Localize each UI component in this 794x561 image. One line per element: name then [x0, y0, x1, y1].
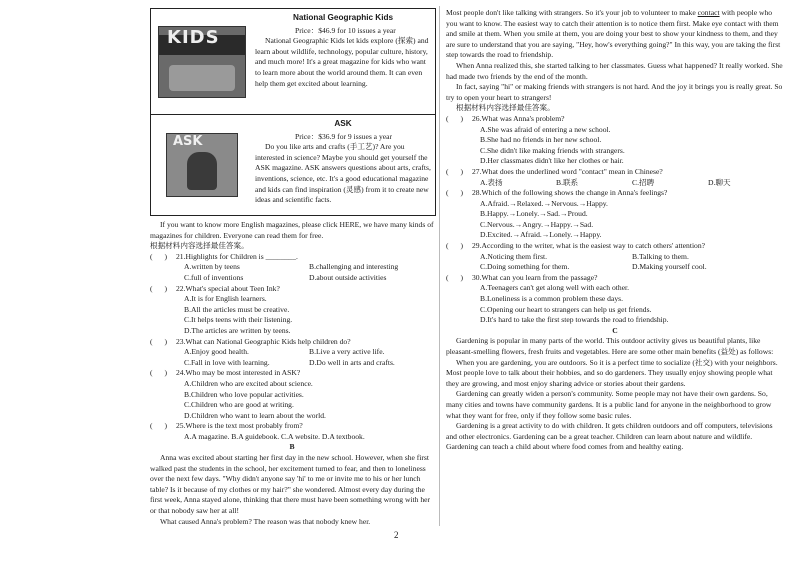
question — [446, 273, 784, 284]
answer-option: B.challenging and interesting — [309, 262, 399, 272]
answer-option: B.All the articles must be creative. — [184, 304, 290, 314]
magazine-title: National Geographic Kids — [292, 13, 394, 22]
answer-option: C.Nervous.→Angry.→Happy.→Sad. — [480, 219, 594, 229]
question — [446, 114, 784, 125]
question-stem: 22.What's special about Teen Ink? — [176, 283, 280, 293]
answer-option: A.表扬 — [480, 177, 503, 187]
passage-b-continued: Most people don't like talking with strangers. So it's your job to volunteer to make contact with people who you want to know. The easiest way to catch their attention is to notice them first. Make eye contact with them and smile at them. When you smile at them, you are doing your best to show your kindness to them, and they are sure to understand that you are saying, "Hey, how's everything going?" In this way, you are taking the first step towards the road to friendship. — [446, 8, 781, 60]
left-column — [150, 8, 434, 527]
answer-option: B.She had no friends in her new school. — [480, 135, 602, 145]
answer-blank[interactable]: ( ) — [446, 272, 464, 282]
answer-option: C.full of inventions — [184, 272, 244, 282]
answer-blank[interactable]: ( ) — [446, 241, 464, 251]
answer-option: A.Teenagers can't get along well with each other. — [480, 283, 630, 293]
natgeo-cover-image: KIDS — [151, 9, 253, 114]
passage-b-paragraph: When Anna realized this, she started talking to her classmates. Guess what happened? It really worked. She had made two friends by the end of the month. — [446, 60, 783, 81]
answer-blank[interactable]: ( ) — [150, 368, 168, 378]
question — [150, 337, 434, 348]
instruction-text: 根据材料内容选择最佳答案。 — [456, 103, 555, 113]
answer-option: D.The articles are written by teens. — [184, 325, 291, 335]
passage-c-paragraph: Gardening can greatly widen a person's community. Some people may not have their own gardens. So, many cities and towns have community gardens. It is a public land for anyone in the neighborhood to grow what they want for free, only if they follow some basic rules. — [446, 389, 772, 420]
question — [150, 252, 434, 263]
passage-c-paragraph: Gardening is a great activity to do with children. It gets children outdoors and off computers, televisions and other electronics. Gardening can be a great teacher. Children can learn about nature and wildlife. Gardening can teach a child about where food comes from and healthy eating. — [446, 421, 773, 452]
answer-option: C.Fall in love with learning. — [184, 357, 270, 367]
magazine-price: Price：$46.9 for 10 issues a year — [295, 25, 396, 35]
magazine-description: Do you like arts and crafts (手工艺)? Are you interested in science? Maybe you should get yourself the ASK magazine. ASK answers questions about arts, crafts, inventions, science, etc. It's a good educational magazine and kids can find inspiration (灵感) from it to create new ideas and scientific facts. — [255, 142, 431, 205]
section-c-heading: C — [612, 325, 618, 335]
answer-blank[interactable]: ( ) — [446, 188, 464, 198]
question-stem: 25.Where is the text most probably from? — [176, 421, 303, 431]
ask-cover-image: ASK — [151, 115, 253, 215]
passage-c-paragraph: Gardening is popular in many parts of the world. This outdoor activity gives us beautiful plants, like pleasant-smelling flowers, fresh fruits and vegetables. Here are some other main benefits (益处) as follows: — [446, 336, 774, 356]
question-stem: 23.What can National Geographic Kids help children do? — [176, 336, 351, 346]
answer-blank[interactable]: ( ) — [150, 421, 168, 431]
answer-option: D.Making yourself cool. — [632, 262, 707, 272]
answer-blank[interactable]: ( ) — [150, 283, 168, 293]
answer-option: C.Doing something for them. — [480, 262, 570, 272]
answer-option: D.about outside activities — [309, 272, 387, 282]
answer-option: B.Children who love popular activities. — [184, 389, 304, 399]
answer-option: D.Do well in arts and crafts. — [309, 357, 395, 367]
magazine-row-natgeo — [151, 9, 435, 115]
question-list-b — [446, 114, 784, 326]
answer-blank[interactable]: ( ) — [446, 113, 464, 123]
answer-option: A.She was afraid of entering a new school. — [480, 124, 611, 134]
magazine-description: National Geographic Kids let kids explore (探索) and learn about wildlife, technology, popular culture, history, and much more! It's a great magazine for kids who want to learn more about the world around them. It can even help them get excited about learning. — [255, 36, 429, 88]
answer-option: D.Her classmates didn't like her clothes or hair. — [480, 156, 624, 166]
question — [446, 241, 784, 252]
instruction-text: 根据材料内容选择最佳答案。 — [150, 241, 249, 251]
answer-option: B.Live a very active life. — [309, 347, 385, 357]
answer-option: D.Excited.→Afraid.→Lonely.→Happy. — [480, 230, 602, 240]
answer-option: C.She didn't like making friends with strangers. — [480, 145, 625, 155]
intro-text: If you want to know more English magazines, please click HERE, we have many kinds of magazines for children. Everyone can read them for free. — [150, 220, 434, 240]
passage-b-paragraph-start: What caused Anna's problem? The reason was that nobody knew her. — [160, 516, 371, 526]
question-list-a — [150, 252, 434, 443]
answer-option: A.Children who are excited about science. — [184, 378, 313, 388]
answer-options-line: A.A magazine. B.A guidebook. C.A website. D.A textbook. — [184, 431, 365, 441]
question-stem: 21.Highlights for Children is ________. — [176, 251, 298, 261]
passage-b-paragraph: In fact, saying "hi" or making friends with strangers is not hard. And the joy it brings you is really great. So try to open your heart to strangers! — [446, 82, 783, 102]
question-stem: 26.What was Anna's problem? — [472, 113, 565, 123]
question — [446, 188, 784, 199]
answer-blank[interactable]: ( ) — [446, 166, 464, 176]
answer-option: D.It's hard to take the first step towards the road to friendship. — [480, 315, 669, 325]
answer-option: A.Noticing them first. — [480, 251, 548, 261]
answer-option: D.Children who want to learn about the world. — [184, 410, 326, 420]
magazine-price: Price：$36.9 for 9 issues a year — [295, 131, 393, 141]
answer-option: B.Happy.→Lonely.→Sad.→Proud. — [480, 209, 588, 219]
magazine-table — [150, 8, 436, 216]
answer-option: A.Enjoy good health. — [184, 347, 249, 357]
passage-c-paragraph: When you are gardening, you are outdoors. So it is a perfect time to socialize (社交) with your neighbors. Most people love to talk about their hobbies, and so do gardeners. They usually enjoy showing people what they are growing, and most enjoy sharing advice or stories about their gardens. — [446, 357, 778, 388]
magazine-row-ask — [151, 115, 435, 215]
column-divider — [439, 6, 440, 526]
passage-b-paragraph: Anna was excited about starting her first day in the new school. However, when she first walked past the students in the school, her excitement turned to fear, and then to loneliness over the next few days. "Why didn't anyone say 'hi' to me or invite me to his or her lunch table? Is it because of my clothes or my hair?" she wondered. Almost every day during the first week, Anna stayed alone, thinking that there must have been something wrong with her or that nobody saw her at all! — [150, 453, 431, 516]
answer-option: B.联系 — [556, 177, 579, 187]
question-stem: 24.Who may be most interested in ASK? — [176, 368, 301, 378]
answer-option: A.Afraid.→Relaxed.→Nervous.→Happy. — [480, 198, 608, 208]
answer-blank[interactable]: ( ) — [150, 251, 168, 261]
question-stem: 30.What can you learn from the passage? — [472, 272, 598, 282]
question-stem: 29.According to the writer, what is the easiest way to catch others' attention? — [472, 241, 706, 251]
question-stem: 27.What does the underlined word "contact" mean in Chinese? — [472, 166, 663, 176]
page-number: 2 — [394, 530, 399, 540]
answer-option: A.written by teens — [184, 262, 240, 272]
answer-option: C.招聘 — [632, 177, 655, 187]
answer-option: A.It is for English learners. — [184, 294, 267, 304]
answer-blank[interactable]: ( ) — [150, 336, 168, 346]
question — [150, 421, 434, 432]
right-column — [446, 8, 784, 453]
magazine-title: ASK — [334, 119, 352, 128]
answer-option: B.Loneliness is a common problem these days. — [480, 294, 623, 304]
section-b-heading: B — [289, 442, 295, 452]
answer-option: C.Children who are good at writing. — [184, 400, 294, 410]
answer-option: C.It helps teens with their listening. — [184, 315, 293, 325]
answer-option: D.聊天 — [708, 177, 731, 187]
question — [150, 284, 434, 295]
question-stem: 28.Which of the following shows the change in Anna's feelings? — [472, 188, 668, 198]
answer-option: C.Opening our heart to strangers can help us get friends. — [480, 304, 652, 314]
question — [446, 167, 784, 178]
question — [150, 368, 434, 379]
answer-option: B.Talking to them. — [632, 251, 689, 261]
